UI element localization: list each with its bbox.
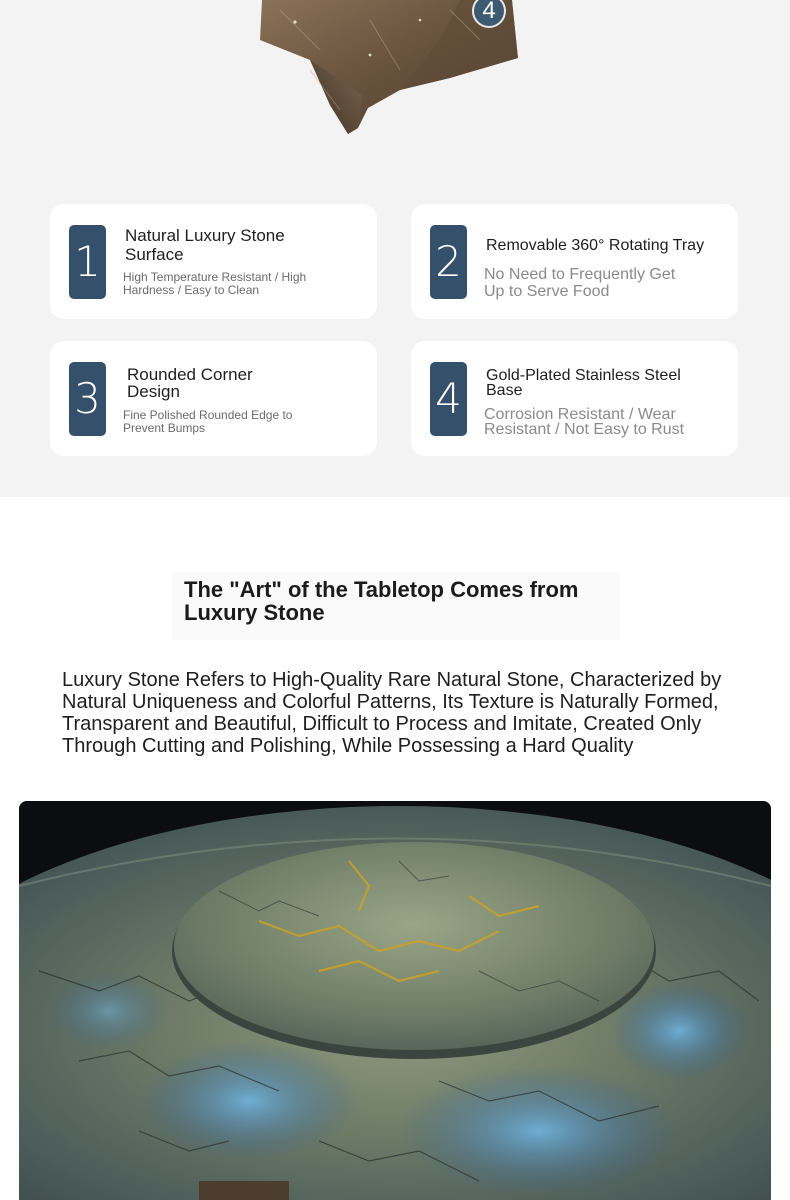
feature-description-4: Corrosion Resistant / Wear Resistant / Not Easy to Rust [484,406,685,438]
stone-tabletop-photo [19,801,771,1200]
feature-title-1: Natural Luxury Stone Surface [125,226,285,264]
feature-title-2: Removable 360° Rotating Tray [486,237,705,254]
feature-number-2: 2 [430,225,467,299]
feature-description-3: Fine Polished Rounded Edge to Prevent Bumps [123,408,293,435]
features-section [0,0,790,497]
base-number-badge: 4 [472,0,506,28]
feature-description-2: No Need to Frequently Get Up to Serve Food [484,266,676,300]
feature-title-3: Rounded Corner Design [127,365,253,401]
section-headline: The "Art" of the Tabletop Comes from Luxury Stone [184,577,579,625]
feature-card-3 [50,341,377,456]
feature-title-4: Gold-Plated Stainless Steel Base [486,367,681,399]
feature-number-3: 3 [69,362,106,436]
feature-card-1 [50,204,377,319]
feature-number-1: 1 [69,225,106,299]
feature-card-4 [411,341,738,456]
feature-number-4: 4 [430,362,467,436]
section-body-text: Luxury Stone Refers to High-Quality Rare Natural Stone, Characterized by Natural Uniqueness and Colorful Patterns, Its Texture is Naturally Formed, Transparent and Beautiful, Difficult to Process and Imitate, Created Only Through Cutting and Polishing, While Possessing a Hard Quality [62,669,722,757]
feature-description-1: High Temperature Resistant / High Hardness / Easy to Clean [123,270,307,297]
feature-card-2 [411,204,738,319]
